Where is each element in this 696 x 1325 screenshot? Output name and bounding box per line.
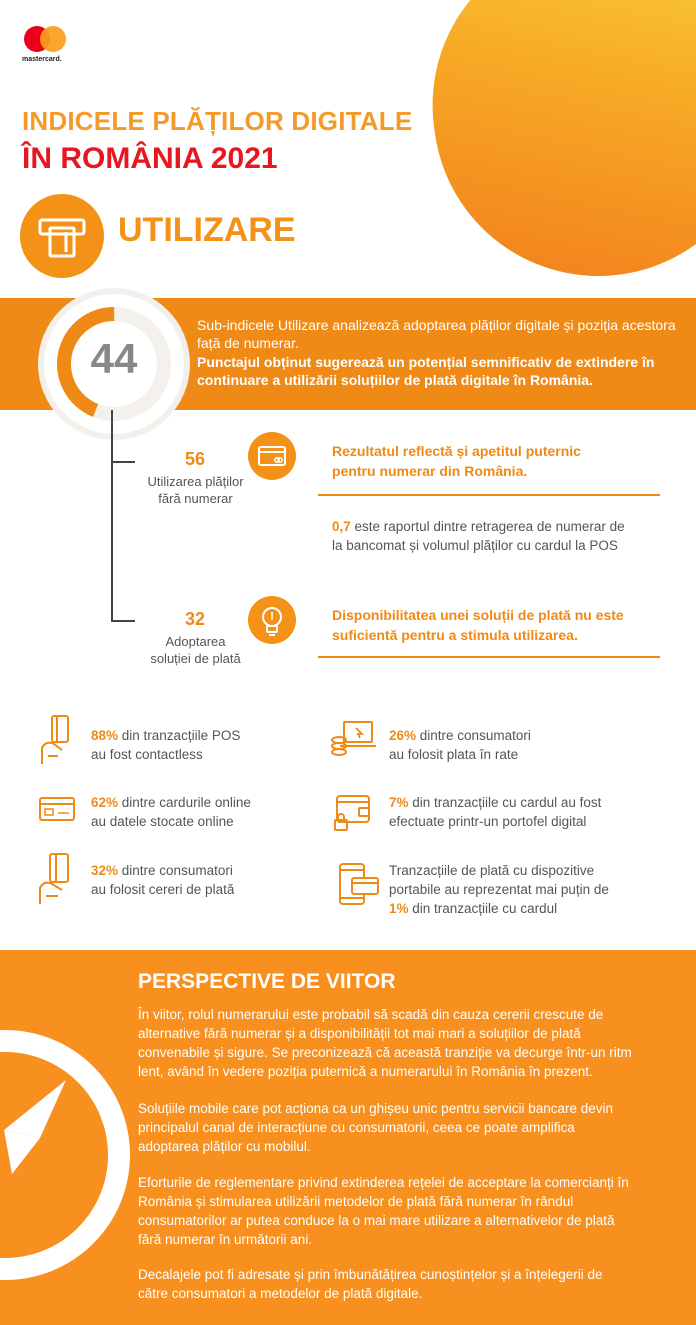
fact-line1: 26% dintre consumatori bbox=[389, 728, 531, 743]
compass-needle-icon bbox=[0, 1070, 70, 1185]
page-title-line2: ÎN ROMÂNIA 2021 bbox=[22, 142, 278, 175]
sub-index-detail-line2: la bancomat și volumul plăților cu cardul la POS bbox=[332, 538, 618, 553]
page-title-line1: INDICELE PLĂȚILOR DIGITALE bbox=[22, 106, 413, 136]
sub-index-label-line2: fără numerar bbox=[158, 491, 233, 506]
perspective-paragraph-4: Decalajele pot fi adresate și prin îmbunătățirea cunoștințelor și a înțelegerii de către consumatori a metodelor de plată digitale. bbox=[138, 1267, 603, 1301]
sub-index-label-line1: Utilizarea plăților bbox=[147, 474, 244, 489]
perspective-paragraph-2: Soluțiile mobile care pot acționa ca un ghișeu unic pentru servicii bancare devin principalul canal de interacțiune cu consumatorii, ceea ce poate amplifica adoptarea plăților cu mobilul. bbox=[138, 1101, 614, 1154]
fact-line2: au folosit cereri de plată bbox=[91, 882, 235, 897]
payment-card-icon bbox=[248, 432, 296, 480]
card-icon bbox=[38, 796, 78, 836]
perspective-paragraph-1: În viitor, rolul numerarului este probabil să scadă din cauza cererii crescute de alternative fără numerar și a disponibilității tot mai mari a soluțiilor de plată convenabile și sigure. Se preconizează că această tranziție va decurge într-un ritm lent, având în vedere poziția puternică a numerarului în România în prezent. bbox=[138, 1007, 632, 1079]
tree-vertical-line bbox=[111, 410, 113, 622]
fact-line1: 62% dintre cardurile online bbox=[91, 795, 251, 810]
score-description: Sub-indicele Utilizare analizează adoptarea plăților digitale și poziția acestora față de numerar. bbox=[197, 317, 676, 351]
mobile-card-icon bbox=[338, 862, 378, 902]
lightbulb-icon bbox=[248, 596, 296, 644]
divider bbox=[318, 494, 660, 496]
fact-line1: 88% din tranzacțiile POS bbox=[91, 728, 241, 743]
fact-line1: 32% dintre consumatori bbox=[91, 863, 233, 878]
fact-line1: Tranzacțiile de plată cu dispozitive bbox=[389, 863, 595, 878]
decorative-gradient-shape bbox=[411, 0, 696, 297]
sub-index-detail-line1: 0,7 este raportul dintre retragerea de numerar de bbox=[332, 519, 625, 534]
fact-line2: au folosit plata în rate bbox=[389, 747, 519, 762]
digital-wallet-icon bbox=[333, 790, 373, 830]
divider bbox=[318, 656, 660, 658]
tree-branch-1 bbox=[111, 461, 135, 463]
mastercard-logo-yellow-circle bbox=[40, 26, 66, 52]
sub-index-headline-line1: Rezultatul reflectă și apetitul puternic bbox=[332, 443, 581, 459]
sub-index-value: 56 bbox=[184, 449, 206, 469]
fact-line2: au fost contactless bbox=[91, 747, 203, 762]
sub-index-label-line2: soluției de plată bbox=[150, 651, 241, 666]
atm-icon bbox=[20, 194, 104, 278]
fact-line2: portabile au reprezentat mai puțin de bbox=[389, 882, 609, 897]
fact-line3: 1% din tranzacțiile cu cardul bbox=[389, 901, 558, 916]
detail-value: 0,7 bbox=[332, 519, 351, 534]
tree-branch-2 bbox=[111, 620, 135, 622]
contactless-card-hand-icon bbox=[38, 714, 78, 754]
fact-line2: efectuate printr-un portofel digital bbox=[389, 814, 587, 829]
section-title: UTILIZARE bbox=[118, 211, 296, 249]
score-highlight: Punctajul obținut sugerează un potențial semnificativ de extindere în continuare a utilizării soluțiilor de plată digitale în România. bbox=[197, 354, 655, 388]
perspective-paragraph-3: Eforturile de reglementare privind extinderea rețelei de acceptare la comercianți în România și stimularea utilizării metodelor de plată fără numerar în rândul consumatorilor ar putea conduce la o mai mare utilizare a alternativelor de plată fără numerar în următorii ani. bbox=[138, 1175, 629, 1247]
laptop-coins-icon bbox=[330, 718, 370, 758]
sub-index-label-line1: Adoptarea bbox=[165, 634, 226, 649]
sub-index-value: 32 bbox=[184, 609, 206, 629]
sub-index-headline-line2: pentru numerar din România. bbox=[332, 463, 528, 479]
fact-line2: au datele stocate online bbox=[91, 814, 234, 829]
fact-line1: 7% din tranzacțiile cu cardul au fost bbox=[389, 795, 602, 810]
perspective-title: PERSPECTIVE DE VIITOR bbox=[138, 970, 396, 993]
sub-index-headline-line2: suficientă pentru a stimula utilizarea. bbox=[332, 627, 578, 643]
sub-index-headline-line1: Disponibilitatea unei soluții de plată nu este bbox=[332, 607, 624, 623]
score-value: 44 bbox=[90, 335, 138, 382]
hand-card-request-icon bbox=[36, 852, 76, 892]
mastercard-logo-text: mastercard. bbox=[22, 56, 62, 63]
